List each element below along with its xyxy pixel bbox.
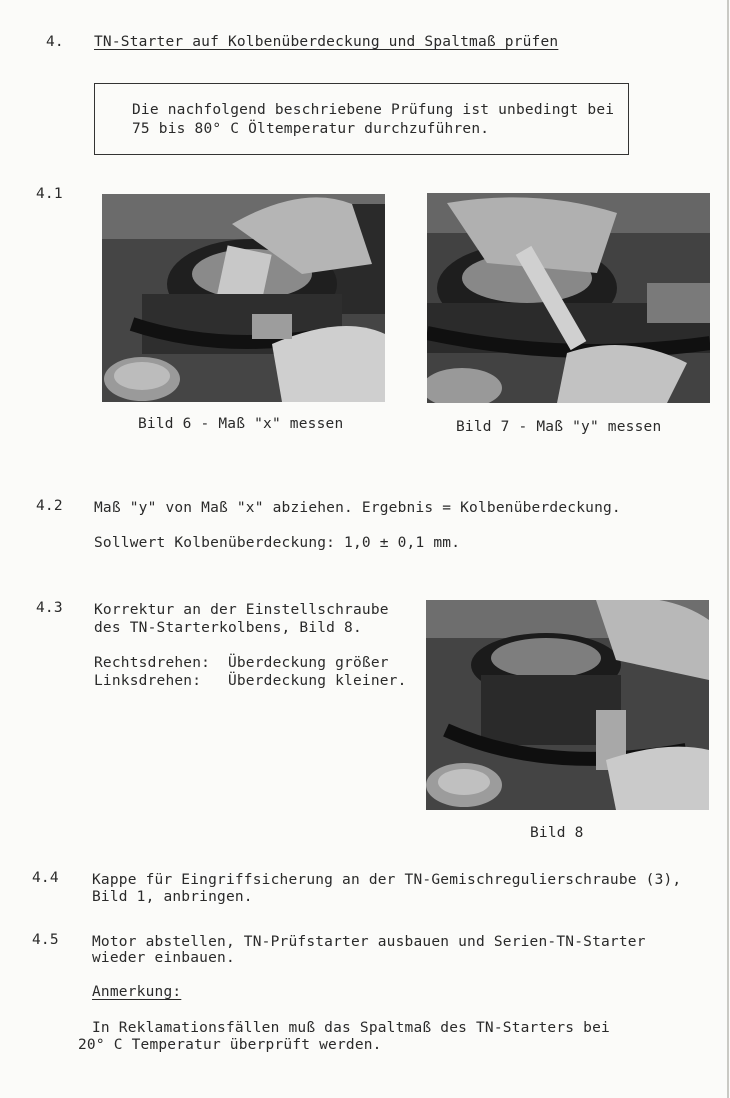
step-4-5-line-2: wieder einbauen. [92, 950, 235, 966]
step-4-3-line-4: Linksdrehen: Überdeckung kleiner. [94, 673, 407, 689]
step-4-4-line-2: Bild 1, anbringen. [92, 889, 253, 905]
caption-bild-6: Bild 6 - Maß "x" messen [138, 416, 344, 432]
page-edge-right [727, 0, 729, 1098]
step-number-4-1: 4.1 [36, 186, 63, 202]
remark-line-1: In Reklamationsfällen muß das Spaltmaß des TN-Starters bei [92, 1020, 610, 1036]
photo-bild-8 [426, 600, 709, 810]
step-number-4-5: 4.5 [32, 932, 59, 948]
remark-line-2: 20° C Temperatur überprüft werden. [78, 1037, 382, 1053]
section-title: TN-Starter auf Kolbenüberdeckung und Spaltmaß prüfen [94, 34, 559, 50]
notice-line-2: 75 bis 80° C Öltemperatur durchzuführen. [132, 121, 490, 137]
photo-bild-7 [427, 193, 710, 403]
section-number: 4. [46, 34, 64, 50]
step-number-4-3: 4.3 [36, 600, 63, 616]
step-number-4-4: 4.4 [32, 870, 59, 886]
step-4-2-line-1: Maß "y" von Maß "x" abziehen. Ergebnis = Kolbenüberdeckung. [94, 500, 621, 516]
step-4-4-line-1: Kappe für Eingriffsicherung an der TN-Gemischregulierschraube (3), [92, 872, 682, 888]
remark-label: Anmerkung: [92, 984, 182, 1000]
notice-line-1: Die nachfolgend beschriebene Prüfung ist unbedingt bei [132, 102, 615, 118]
step-4-3-line-2: des TN-Starterkolbens, Bild 8. [94, 620, 362, 636]
step-4-3-line-1: Korrektur an der Einstellschraube [94, 602, 389, 618]
step-4-5-line-1: Motor abstellen, TN-Prüfstarter ausbauen und Serien-TN-Starter [92, 934, 646, 950]
notice-box [94, 83, 629, 155]
step-4-2-line-2: Sollwert Kolbenüberdeckung: 1,0 ± 0,1 mm. [94, 535, 461, 551]
caption-bild-8: Bild 8 [530, 825, 584, 841]
caption-bild-7: Bild 7 - Maß "y" messen [456, 419, 662, 435]
step-number-4-2: 4.2 [36, 498, 63, 514]
photo-bild-6 [102, 194, 385, 402]
step-4-3-line-3: Rechtsdrehen: Überdeckung größer [94, 655, 389, 671]
